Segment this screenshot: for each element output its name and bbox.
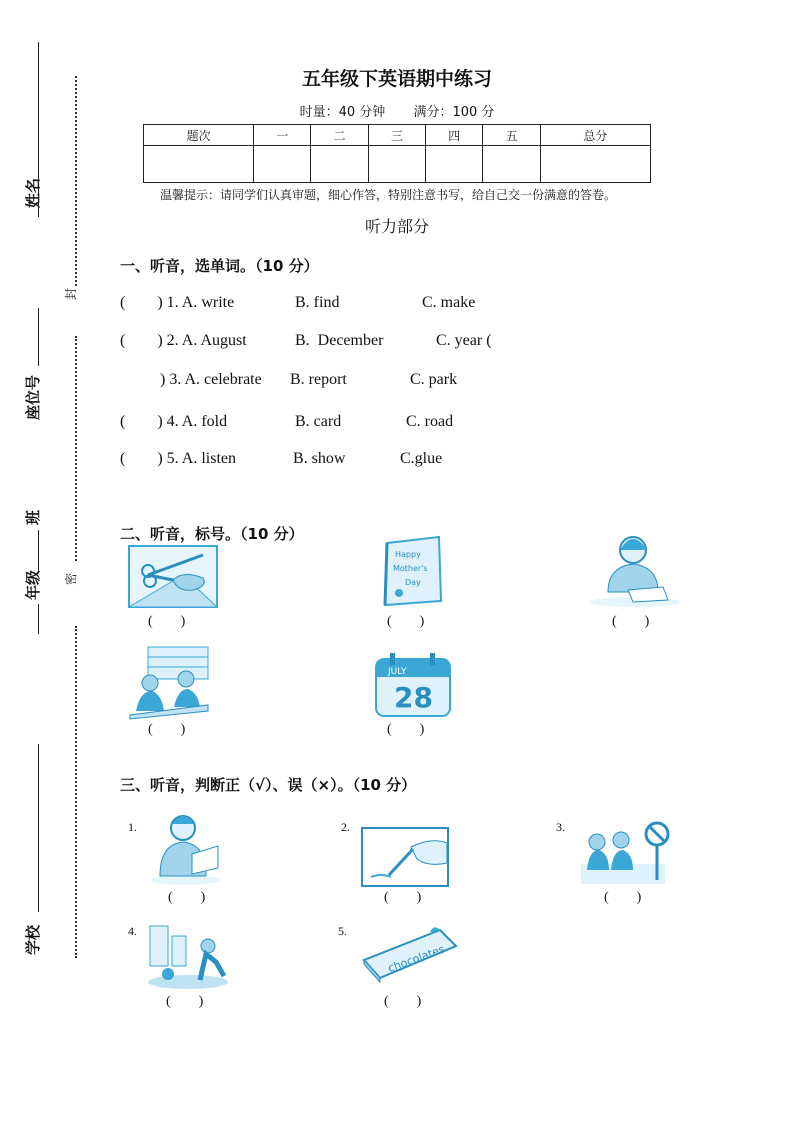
exam-tip: 温馨提示：请同学们认真审题，细心作答，特别注意书写，给自己交一份满意的答卷。 bbox=[160, 188, 617, 202]
score-table-header bbox=[144, 125, 651, 146]
seal-dotted-line-middle bbox=[75, 336, 77, 561]
mothers-day-card-picture bbox=[381, 535, 445, 607]
item-number-5: 5. bbox=[338, 924, 347, 938]
score-cell[interactable] bbox=[144, 146, 254, 183]
score-col-header: 题次 bbox=[144, 125, 254, 146]
answer-paren-2-4[interactable]: ( ) bbox=[148, 722, 186, 737]
answer-paren-2-5[interactable]: ( ) bbox=[387, 722, 425, 737]
boys-reading-library-picture bbox=[128, 645, 210, 720]
box-text: chocolates bbox=[386, 942, 447, 975]
score-table-values bbox=[144, 146, 651, 183]
card-text-happy: Happy bbox=[395, 550, 421, 559]
grade-label: 年级 bbox=[24, 569, 42, 600]
sidebar-line-school bbox=[38, 744, 39, 912]
q5-option-b: B. show bbox=[293, 450, 346, 467]
class-label: 班 bbox=[24, 509, 42, 525]
secret-label: 密 bbox=[64, 572, 78, 585]
boy-reading-book-picture bbox=[148, 810, 223, 885]
score-cell[interactable] bbox=[540, 146, 650, 183]
q5-prefix[interactable]: ( ) 5. A. listen bbox=[120, 450, 236, 467]
seal-label: 封 bbox=[64, 287, 78, 300]
score-col-header: 三 bbox=[368, 125, 425, 146]
score-col-header: 一 bbox=[254, 125, 311, 146]
answer-paren-3-1[interactable]: ( ) bbox=[168, 890, 206, 905]
school-label: 学校 bbox=[24, 924, 42, 955]
score-col-header: 总分 bbox=[540, 125, 650, 146]
sidebar-line-grade bbox=[38, 604, 39, 634]
answer-paren-3-4[interactable]: ( ) bbox=[166, 994, 204, 1009]
item-number-4: 4. bbox=[128, 924, 137, 938]
q2-option-c: C. year ( bbox=[436, 332, 492, 349]
q1-prefix[interactable]: ( ) 1. A. write bbox=[120, 294, 235, 311]
card-text-mothers: Mother's bbox=[393, 564, 428, 573]
q4-prefix[interactable]: ( ) 4. A. fold bbox=[120, 413, 228, 430]
time-limit: 时量：40 分钟 bbox=[299, 105, 386, 120]
exam-meta bbox=[0, 101, 794, 120]
score-col-header: 二 bbox=[311, 125, 368, 146]
calendar-july-28-picture bbox=[374, 651, 452, 718]
q2-prefix[interactable]: ( ) 2. A. August bbox=[120, 332, 247, 349]
section1-title: 一、听音，选单词。（10 分） bbox=[120, 257, 319, 275]
seal-dotted-line-bottom bbox=[75, 626, 77, 958]
full-score: 满分：100 分 bbox=[413, 105, 495, 120]
item-number-3: 3. bbox=[556, 820, 565, 834]
exam-title: 五年级下英语期中练习 bbox=[301, 68, 492, 90]
answer-paren-2-3[interactable]: ( ) bbox=[612, 614, 650, 629]
q3-option-c: C. park bbox=[410, 371, 458, 388]
q2-option-b: B. December bbox=[295, 332, 384, 349]
q4-option-c: C. road bbox=[406, 413, 454, 430]
item-number-1: 1. bbox=[128, 820, 137, 834]
calendar-day: 28 bbox=[394, 681, 433, 714]
score-table bbox=[143, 124, 651, 183]
q3-option-b: B. report bbox=[290, 371, 347, 388]
section2-title: 二、听音，标号。（10 分） bbox=[120, 525, 304, 543]
item-number-2: 2. bbox=[341, 820, 350, 834]
sidebar-line-seat bbox=[38, 308, 39, 366]
score-cell[interactable] bbox=[254, 146, 311, 183]
answer-paren-2-1[interactable]: ( ) bbox=[148, 614, 186, 629]
q4-option-b: B. card bbox=[295, 413, 342, 430]
chocolate-box-picture bbox=[360, 922, 460, 984]
q1-option-c: C. make bbox=[422, 294, 476, 311]
kids-playing-street-picture bbox=[146, 918, 231, 990]
score-col-header: 四 bbox=[426, 125, 483, 146]
answer-paren-3-2[interactable]: ( ) bbox=[384, 890, 422, 905]
q3-prefix[interactable]: ) 3. A. celebrate bbox=[120, 371, 262, 388]
q5-option-c: C.glue bbox=[400, 450, 443, 467]
answer-paren-2-2[interactable]: ( ) bbox=[387, 614, 425, 629]
q1-option-b: B. find bbox=[295, 294, 340, 311]
sidebar-line-class bbox=[38, 530, 39, 570]
girl-writing-picture bbox=[588, 532, 683, 607]
score-cell[interactable] bbox=[426, 146, 483, 183]
listening-part-title: 听力部分 bbox=[364, 217, 429, 236]
score-col-header: 五 bbox=[483, 125, 540, 146]
kids-no-sign-picture bbox=[577, 820, 677, 888]
scissors-cutting-picture bbox=[128, 545, 218, 608]
answer-paren-3-3[interactable]: ( ) bbox=[604, 890, 642, 905]
seat-label: 座位号 bbox=[24, 374, 42, 420]
card-text-day: Day bbox=[405, 578, 421, 587]
score-cell[interactable] bbox=[311, 146, 368, 183]
calendar-month: JULY bbox=[388, 667, 407, 677]
score-cell[interactable] bbox=[483, 146, 540, 183]
hand-painting-picture bbox=[361, 827, 449, 887]
name-label: 姓名 bbox=[24, 177, 42, 208]
section3-title: 三、听音，判断正（√）、误（×）。（10 分） bbox=[120, 776, 417, 794]
score-cell[interactable] bbox=[368, 146, 425, 183]
answer-paren-3-5[interactable]: ( ) bbox=[384, 994, 422, 1009]
